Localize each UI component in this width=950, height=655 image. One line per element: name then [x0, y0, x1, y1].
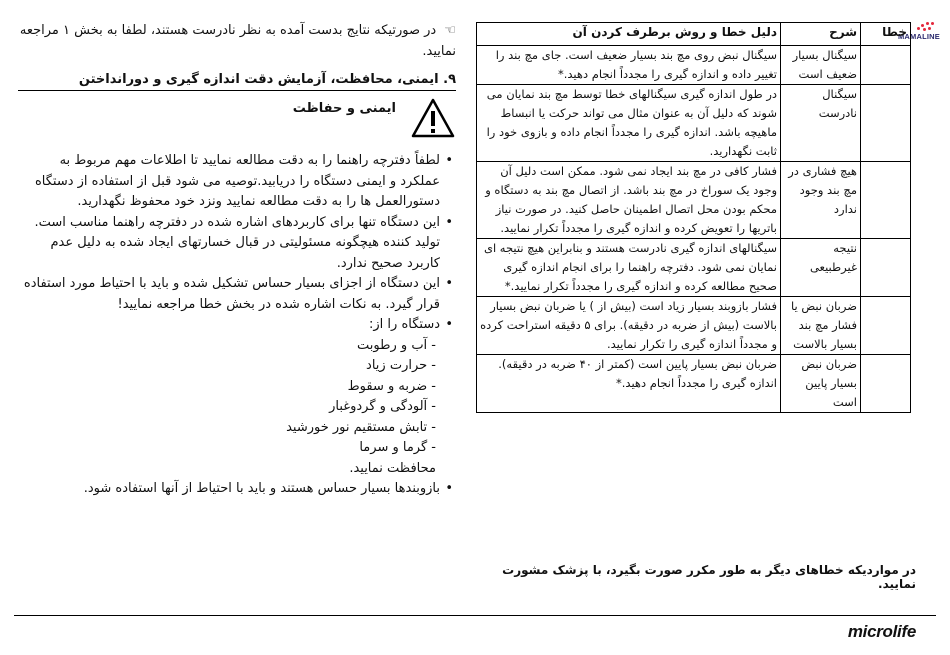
cell-cause: ضربان نبض بسیار پایین است (کمتر از ۴۰ ضربه در دقیقه). اندازه گیری را مجدداً انجام دهید.*	[477, 355, 781, 413]
protect-item: - ضربه و سقوط	[347, 378, 436, 394]
cell-description: ضربان نبض بسیار پایین است	[781, 355, 861, 413]
cell-error	[861, 239, 911, 297]
cell-description: سیگنال نادرست	[781, 85, 861, 162]
list-item: • این دستگاه تنها برای کاربردهای اشاره شده در دفترچه راهنما مناسب است. تولید کننده هیچگونه مسئولیتی در قبال خسارتهای ایجاد شده به دلیل عدم کاربرد صحیح ندارد.	[18, 213, 456, 275]
note	[18, 20, 456, 62]
protect-item: - حرارت زیاد	[366, 358, 436, 373]
cell-error	[861, 46, 911, 85]
footer-divider	[14, 615, 936, 616]
cell-description: سیگنال بسیار ضعیف است	[781, 46, 861, 85]
note-text: در صورتیکه نتایج بدست آمده به نظر نادرست هستند، لطفا به بخش ۱ مراجعه نمایید.	[19, 23, 456, 59]
left-column	[18, 20, 456, 500]
safety-header	[18, 97, 456, 145]
table-row	[477, 85, 911, 162]
list-item: • لطفاً دفترچه راهنما را به دقت مطالعه نمایید تا اطلاعات مهم مربوط به عملکرد و ایمنی دستگاه را دریابید.توصیه می شود قبل از استفاده از دستگاه دستورالعمل ها را به دقت مطالعه نمایید ونزد خود محفوظ نگهدارید.	[18, 151, 456, 213]
protect-item: - آلودگی و گردوغبار	[329, 399, 436, 414]
cell-description: ضربان نبض یا فشار مچ بند بسیار بالاست	[781, 297, 861, 355]
header-error: خطا	[861, 23, 911, 46]
table-header-row	[477, 23, 911, 46]
table-row	[477, 46, 911, 85]
cell-cause: سیگنالهای اندازه گیری نادرست هستند و بنابراین هیچ نتیجه ای نمایان نمی شود. دفترچه راهنما را برای انجام اندازه گیری صحیح مطالعه کرده و اندازه گیری را مجدداً تکرار نمایید.*	[477, 239, 781, 297]
cell-description: هیچ فشاری در مچ بند وجود ندارد	[781, 162, 861, 239]
protect-item: - تابش مستقیم نور خورشید	[286, 419, 436, 435]
error-table	[476, 22, 911, 413]
cell-error	[861, 85, 911, 162]
cell-cause: فشار کافی در مچ بند ایجاد نمی شود. ممکن است دلیل آن وجود یک سوراخ در مچ بند باشد. از اتصال مچ بند به دستگاه و محکم بودن محل اتصال اطمینان حاصل کنید. در صورت نیاز باتریها را تعویض کرده و اندازه گیری را مجدداً تکرار نمایید.	[477, 162, 781, 239]
cell-error	[861, 355, 911, 413]
list-item: • این دستگاه از اجزای بسیار حساس تشکیل شده و باید با احتیاط مورد استفاده قرار گیرد. به نکات اشاره شده در بخش خطا مراجعه نمایید!	[18, 274, 456, 315]
list-item-text: • دستگاه را از:	[369, 317, 440, 332]
pointing-hand-icon: ☜	[444, 23, 456, 38]
protect-item: - گرما و سرما	[359, 440, 436, 455]
table-row	[477, 239, 911, 297]
header-description: شرح	[781, 23, 861, 46]
safety-title: ایمنی و حفاظت	[292, 101, 396, 116]
protect-tail: محافظت نمایید.	[349, 460, 436, 476]
warning-triangle-icon	[410, 97, 456, 139]
header-cause: دلیل خطا و روش برطرف کردن آن	[477, 23, 781, 46]
protect-item: - آب و رطوبت	[357, 337, 436, 353]
table-row	[477, 162, 911, 239]
list-item	[18, 315, 456, 479]
table-row	[477, 297, 911, 355]
table-row	[477, 355, 911, 413]
cell-description: نتیجه غیرطبیعی	[781, 239, 861, 297]
cell-error	[861, 297, 911, 355]
cell-error	[861, 162, 911, 239]
cell-cause: در طول اندازه گیری سیگنالهای خطا توسط مچ بند نمایان می شوند که دلیل آن به عنوان مثال می تواند حرکت یا انبساط ماهیچه باشد. اندازه گیری را مجدداً انجام داده و بازوی خود را ثابت نگهدارید.	[477, 85, 781, 162]
cell-cause: فشار بازوبند بسیار زیاد است (بیش از ) یا ضربان نبض بسیار بالاست (بیش از ضربه در دقیقه). برای ۵ دقیقه استراحت کرده و مجدداً اندازه گیری را تکرار نمایید.	[477, 297, 781, 355]
section-title: ۹. ایمنی، محافظت، آزمایش دقت اندازه گیری و دورانداختن	[18, 72, 456, 91]
cell-cause: سیگنال نبض روی مچ بند بسیار ضعیف است. جای مچ بند را تغییر داده و اندازه گیری را مجدداً انجام دهید.*	[477, 46, 781, 85]
safety-list	[18, 151, 456, 500]
logo-text: MAMALINE	[897, 32, 940, 41]
footer-brand: microlife	[847, 622, 916, 641]
table-footnote: در مواردیکه خطاهای دیگر به طور مکرر صورت بگیرد، با پزشک مشورت نمایید.	[502, 563, 916, 591]
protect-list	[18, 336, 440, 459]
list-item: • بازوبندها بسیار حساس هستند و باید با احتیاط از آنها استفاده شود.	[18, 479, 456, 500]
